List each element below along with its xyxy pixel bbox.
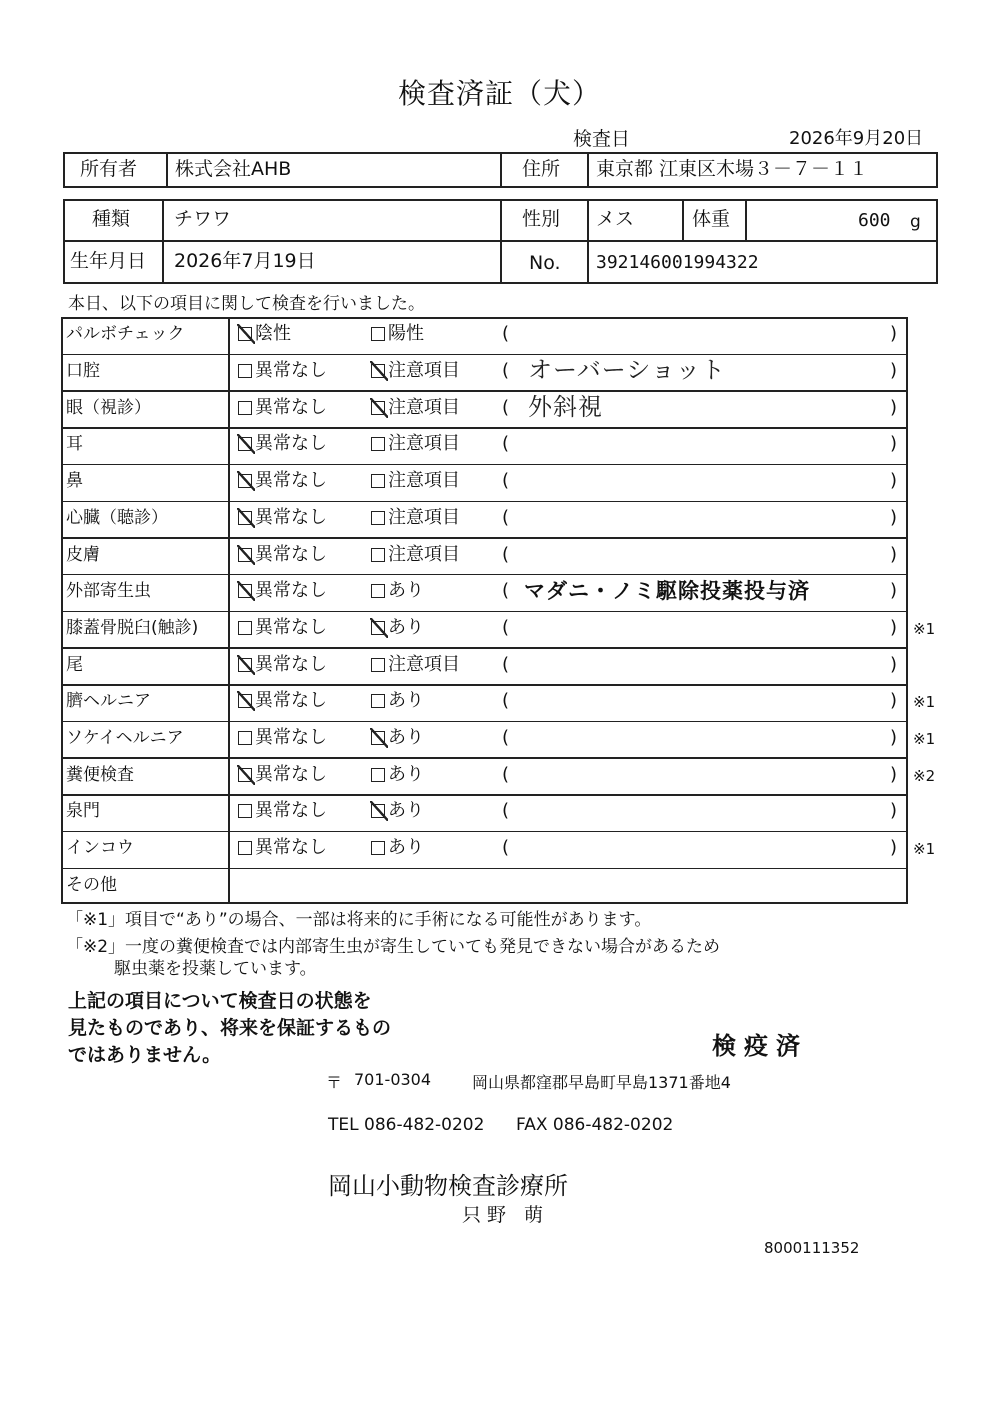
option-finding bbox=[371, 692, 424, 710]
checked-box-icon[interactable] bbox=[238, 768, 252, 782]
row-label: 皮膚 bbox=[66, 544, 100, 565]
checkbox-icon[interactable] bbox=[238, 364, 252, 378]
close-paren: ) bbox=[890, 580, 898, 602]
clinic-address: 岡山県都窪郡早島町早島1371番地4 bbox=[472, 1073, 731, 1092]
intro-text: 本日、以下の項目に関して検査を行いました。 bbox=[68, 294, 425, 314]
option-finding bbox=[371, 506, 460, 528]
birth-value: 2026年7月19日 bbox=[174, 250, 316, 272]
footnote-1: 「※1」項目で“あり”の場合、一部は将来的に手術になる可能性があります。 bbox=[66, 910, 652, 930]
option-normal bbox=[238, 763, 327, 785]
row-note: オーバーショット bbox=[528, 356, 726, 385]
option-label: 注意項目 bbox=[388, 653, 460, 675]
checkbox-icon[interactable] bbox=[238, 401, 252, 415]
option-label: 陰性 bbox=[255, 323, 291, 345]
checked-box-icon[interactable] bbox=[238, 658, 252, 672]
option-finding bbox=[371, 729, 424, 747]
option-finding bbox=[371, 472, 460, 490]
option-label: 注意項目 bbox=[388, 543, 460, 565]
close-paren: ) bbox=[890, 616, 898, 638]
option-label: 注意項目 bbox=[388, 360, 460, 382]
option-finding bbox=[371, 325, 424, 343]
row-label: 臍ヘルニア bbox=[66, 691, 151, 712]
veterinarian-name: 只野 萌 bbox=[462, 1204, 550, 1226]
row-label: 鼻 bbox=[66, 471, 83, 492]
postal-mark: 〒 bbox=[326, 1073, 343, 1092]
option-label: 異常なし bbox=[255, 616, 327, 638]
row-label: 膝蓋骨脱臼(触診) bbox=[66, 617, 199, 638]
close-paren: ) bbox=[890, 433, 898, 455]
row-label: 眼（視診） bbox=[66, 397, 151, 418]
row-note: マダニ・ノミ駆除投薬投与済 bbox=[524, 579, 810, 604]
weight-label: 体重 bbox=[692, 208, 731, 230]
option-normal bbox=[238, 325, 291, 343]
checkbox-icon[interactable] bbox=[238, 731, 252, 745]
checked-box-icon[interactable] bbox=[238, 327, 252, 341]
checked-box-icon[interactable] bbox=[238, 548, 252, 562]
footnote-mark: ※2 bbox=[913, 766, 936, 785]
close-paren: ) bbox=[890, 506, 898, 528]
no-value: 392146001994322 bbox=[596, 252, 759, 273]
checked-box-icon[interactable] bbox=[371, 621, 385, 635]
sex-value: メス bbox=[596, 208, 635, 230]
checkbox-icon[interactable] bbox=[371, 694, 385, 708]
option-normal bbox=[238, 582, 327, 600]
open-paren: ( bbox=[502, 543, 510, 565]
option-label: 異常なし bbox=[255, 580, 327, 602]
address-value: 東京都 江東区木場３－７－１１ bbox=[596, 158, 869, 180]
checkbox-icon[interactable] bbox=[371, 511, 385, 525]
close-paren: ) bbox=[890, 727, 898, 749]
option-normal bbox=[238, 362, 327, 380]
option-normal bbox=[238, 839, 327, 857]
option-finding bbox=[371, 362, 460, 380]
close-paren: ) bbox=[890, 690, 898, 712]
checkbox-icon[interactable] bbox=[371, 548, 385, 562]
open-paren: ( bbox=[502, 763, 510, 785]
inspection-date: 2026年9月20日 bbox=[789, 128, 924, 149]
option-label: 注意項目 bbox=[388, 506, 460, 528]
open-paren: ( bbox=[502, 433, 510, 455]
weight-value: 600 bbox=[858, 210, 891, 231]
option-label: 陽性 bbox=[388, 323, 424, 345]
option-finding bbox=[371, 396, 460, 418]
inspection-date-label: 検査日 bbox=[573, 128, 631, 150]
breed-label: 種類 bbox=[92, 208, 131, 230]
birth-label: 生年月日 bbox=[70, 250, 147, 272]
option-finding bbox=[371, 616, 424, 638]
checked-box-icon[interactable] bbox=[238, 694, 252, 708]
option-label: 異常なし bbox=[255, 653, 327, 675]
checkbox-icon[interactable] bbox=[371, 584, 385, 598]
open-paren: ( bbox=[502, 800, 510, 822]
close-paren: ) bbox=[890, 653, 898, 675]
checked-box-icon[interactable] bbox=[371, 364, 385, 378]
option-finding bbox=[371, 435, 460, 453]
option-label: 異常なし bbox=[255, 543, 327, 565]
row-label: 糞便検査 bbox=[66, 764, 134, 785]
option-label: 異常なし bbox=[255, 690, 327, 712]
checkbox-icon[interactable] bbox=[371, 658, 385, 672]
checked-box-icon[interactable] bbox=[238, 584, 252, 598]
disclaimer-line: ではありません。 bbox=[68, 1043, 222, 1066]
option-normal bbox=[238, 472, 327, 490]
row-label: ソケイヘルニア bbox=[66, 728, 184, 749]
option-label: 異常なし bbox=[255, 763, 327, 785]
option-label: 異常なし bbox=[255, 800, 327, 822]
open-paren: ( bbox=[502, 653, 510, 675]
option-label: あり bbox=[388, 837, 424, 859]
open-paren: ( bbox=[502, 690, 510, 712]
open-paren: ( bbox=[502, 470, 510, 492]
checkbox-icon[interactable] bbox=[371, 327, 385, 341]
row-label: その他 bbox=[66, 874, 117, 895]
option-normal bbox=[238, 396, 327, 418]
document-title: 検査済証（犬） bbox=[397, 77, 601, 110]
option-finding bbox=[371, 582, 424, 600]
row-label: 泉門 bbox=[66, 801, 100, 822]
footnote-2: 「※2」一度の糞便検査では内部寄生虫が寄生していても発見できない場合があるため bbox=[66, 937, 721, 957]
postal-code: 701-0304 bbox=[354, 1070, 432, 1089]
breed-value: チワワ bbox=[174, 208, 232, 230]
option-finding bbox=[371, 653, 460, 675]
option-finding bbox=[371, 839, 424, 857]
footnote-mark: ※1 bbox=[913, 730, 936, 749]
checked-box-icon[interactable] bbox=[371, 401, 385, 415]
clinic-name: 岡山小動物検査診療所 bbox=[328, 1172, 568, 1200]
footnote-2-continued: 駆虫薬を投薬しています。 bbox=[114, 959, 317, 979]
option-finding bbox=[371, 763, 424, 785]
option-label: 異常なし bbox=[255, 396, 327, 418]
close-paren: ) bbox=[890, 360, 898, 382]
row-label: 口腔 bbox=[66, 361, 100, 382]
close-paren: ) bbox=[890, 837, 898, 859]
close-paren: ) bbox=[890, 470, 898, 492]
open-paren: ( bbox=[502, 506, 510, 528]
address-label: 住所 bbox=[522, 158, 561, 180]
checkbox-icon[interactable] bbox=[238, 621, 252, 635]
disclaimer bbox=[68, 988, 391, 1069]
row-label: 外部寄生虫 bbox=[66, 581, 151, 602]
quarantine-stamp: 検疫済 bbox=[712, 1032, 808, 1060]
open-paren: ( bbox=[502, 580, 510, 602]
option-label: あり bbox=[388, 800, 424, 822]
option-label: 注意項目 bbox=[388, 470, 460, 492]
option-normal bbox=[238, 729, 327, 747]
fax-number: FAX 086-482-0202 bbox=[516, 1115, 674, 1135]
document-number: 8000111352 bbox=[764, 1239, 860, 1257]
option-label: 異常なし bbox=[255, 433, 327, 455]
option-normal bbox=[238, 506, 327, 528]
open-paren: ( bbox=[502, 616, 510, 638]
open-paren: ( bbox=[502, 727, 510, 749]
open-paren: ( bbox=[502, 323, 510, 345]
option-label: あり bbox=[388, 727, 424, 749]
footnote-mark: ※1 bbox=[913, 840, 936, 859]
option-normal bbox=[238, 802, 327, 820]
checkbox-icon[interactable] bbox=[371, 841, 385, 855]
row-label: インコウ bbox=[66, 838, 134, 859]
option-label: 注意項目 bbox=[388, 433, 460, 455]
close-paren: ) bbox=[890, 800, 898, 822]
option-finding bbox=[371, 543, 460, 565]
owner-label: 所有者 bbox=[80, 158, 138, 180]
option-label: 異常なし bbox=[255, 837, 327, 859]
owner-value: 株式会社AHB bbox=[175, 158, 292, 180]
option-label: 異常なし bbox=[255, 360, 327, 382]
row-label: 尾 bbox=[66, 654, 83, 675]
row-label: 心臓（聴診） bbox=[66, 507, 168, 528]
checkbox-icon[interactable] bbox=[238, 841, 252, 855]
close-paren: ) bbox=[890, 396, 898, 418]
tel-number: TEL 086-482-0202 bbox=[328, 1115, 485, 1135]
option-normal bbox=[238, 543, 327, 565]
option-label: 注意項目 bbox=[388, 396, 460, 418]
option-label: 異常なし bbox=[255, 727, 327, 749]
close-paren: ) bbox=[890, 543, 898, 565]
close-paren: ) bbox=[890, 763, 898, 785]
option-label: 異常なし bbox=[255, 506, 327, 528]
checked-box-icon[interactable] bbox=[238, 511, 252, 525]
option-label: 異常なし bbox=[255, 470, 327, 492]
checked-box-icon[interactable] bbox=[371, 731, 385, 745]
disclaimer-line: 見たものであり、将来を保証するもの bbox=[68, 1016, 392, 1039]
checkbox-icon[interactable] bbox=[371, 768, 385, 782]
row-note: 外斜視 bbox=[528, 392, 603, 421]
option-normal bbox=[238, 435, 327, 453]
option-label: あり bbox=[388, 616, 424, 638]
row-label: パルボチェック bbox=[66, 324, 185, 345]
checked-box-icon[interactable] bbox=[238, 474, 252, 488]
option-normal bbox=[238, 616, 327, 638]
option-normal bbox=[238, 653, 327, 675]
checked-box-icon[interactable] bbox=[371, 804, 385, 818]
option-normal bbox=[238, 692, 327, 710]
open-paren: ( bbox=[502, 396, 510, 418]
option-finding bbox=[371, 802, 424, 820]
disclaimer-line: 上記の項目について検査日の状態を bbox=[68, 990, 372, 1012]
row-label: 耳 bbox=[66, 434, 83, 455]
open-paren: ( bbox=[502, 837, 510, 859]
weight-unit: g bbox=[910, 212, 921, 232]
footnote-mark: ※1 bbox=[913, 693, 936, 712]
open-paren: ( bbox=[502, 360, 510, 382]
close-paren: ) bbox=[890, 323, 898, 345]
checkbox-icon[interactable] bbox=[238, 804, 252, 818]
checkbox-icon[interactable] bbox=[371, 474, 385, 488]
no-label: No. bbox=[529, 252, 561, 274]
option-label: あり bbox=[388, 690, 424, 712]
checkbox-icon[interactable] bbox=[371, 437, 385, 451]
option-label: あり bbox=[388, 763, 424, 785]
option-label: あり bbox=[388, 580, 424, 602]
sex-label: 性別 bbox=[522, 208, 561, 230]
checked-box-icon[interactable] bbox=[238, 437, 252, 451]
footnote-mark: ※1 bbox=[913, 619, 936, 638]
